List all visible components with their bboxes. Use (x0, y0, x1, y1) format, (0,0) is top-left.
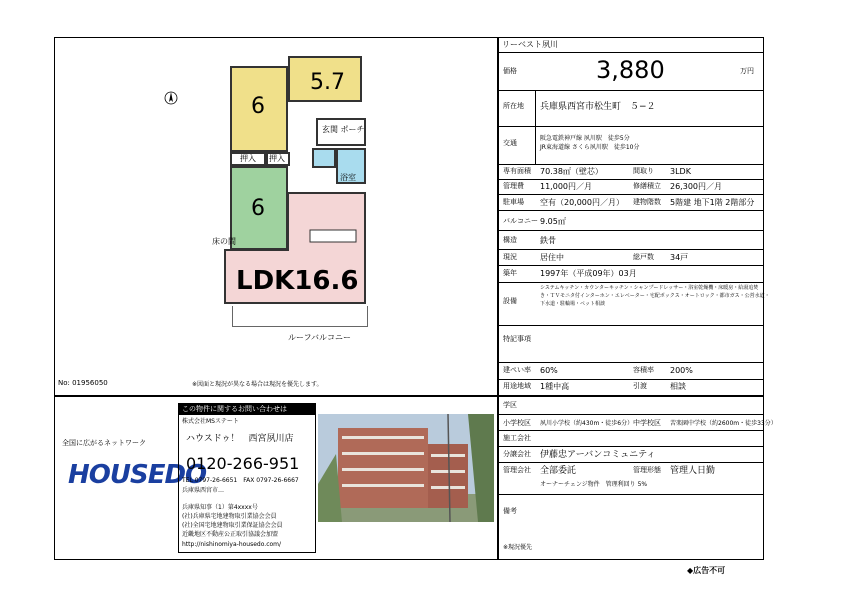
handover-label: 引渡 (633, 382, 647, 390)
layout-label: 間取り (633, 167, 654, 175)
repair-value: 26,300円／月 (670, 182, 722, 191)
school-label: 学区 (503, 401, 517, 409)
branch-name: ハウスドゥ！ 西宮夙川店 (186, 434, 294, 444)
junior-label: 中学校区 (633, 419, 661, 427)
layout-value: 3LDK (670, 167, 691, 176)
equipment-1: システムキッチン・カウンターキッチン・シャンプードレッサー・浴室乾燥機・床暖房・給湯追焚 (540, 285, 759, 291)
room-c-size: 6 (251, 196, 265, 221)
footnote: ※現況優先 (503, 544, 533, 551)
roof-balcony-label: ルーフバルコニー (288, 333, 351, 342)
washroom (312, 148, 336, 168)
developer-label: 分譲会社 (503, 450, 531, 458)
equipment-2: き・ＴＶモニタ付インターホン・エレベーター・宅配ボックス・オートロック・都市ガス・公営水道・ (540, 293, 770, 299)
transport-2: JR東海道線 さくら夙川駅 徒歩10分 (540, 144, 640, 151)
handover-value: 相談 (670, 382, 686, 391)
area-label: 専有面積 (503, 167, 531, 175)
mgmt-fee-value: 11,000円／月 (540, 182, 592, 191)
transport-1: 阪急電鉄神戸線 夙川駅 徒歩5分 (540, 135, 630, 142)
coverage-value: 60% (540, 366, 558, 375)
address-value: 兵庫県西宮市松生町 ５−２ (540, 102, 656, 112)
parking-value: 空有（20,000円／月） (540, 198, 624, 207)
coverage-label: 建ぺい率 (503, 366, 531, 374)
company-label: 株式会社MSステート (182, 418, 239, 425)
zoning-value: 1種中高 (540, 382, 570, 391)
contact-url[interactable]: http://nishinomiya-housedo.com/ (182, 541, 282, 548)
mgmt-note: オーナーチェンジ物件 管理利回り 5% (540, 481, 648, 488)
equipment-label: 設備 (503, 297, 517, 305)
area-value: 70.38㎡（壁芯） (540, 167, 603, 176)
far-label: 容積率 (633, 366, 654, 374)
transport-label: 交通 (503, 139, 517, 147)
equipment-3: 下水道・駐輪場・ペット相談 (540, 301, 606, 307)
address-label: 所在地 (503, 102, 524, 110)
ldk-size: LDK16.6 (236, 266, 359, 296)
developer-value: 伊藤忠アーバンコミュニティ (540, 450, 656, 460)
room-b-size: 5.7 (310, 70, 345, 95)
mgmt-company-label: 管理会社 (503, 466, 531, 474)
license-4: 近畿地区不動産公正取引協議会加盟 (182, 531, 279, 538)
structure-value: 鉄骨 (540, 236, 556, 245)
contact-header: この物件に関するお問い合わせは (182, 405, 287, 413)
built-value: 1997年（平成09年）03月 (540, 269, 637, 278)
parking-label: 駐車場 (503, 198, 524, 206)
floorplan-note: ※図面と現況が異なる場合は現況を優先します。 (192, 381, 323, 388)
mgmt-fee-label: 管理費 (503, 182, 524, 190)
closet-1-label: 押入 (240, 154, 256, 163)
special-label: 特記事項 (503, 335, 531, 343)
floor-label: 建物階数 (633, 198, 661, 206)
remarks-label: 備考 (503, 507, 517, 515)
ad-notice: ◆広告不可 (687, 566, 726, 575)
price-value: 3,880 (596, 56, 665, 84)
status-label: 現況 (503, 253, 517, 261)
elem-label: 小学校区 (503, 419, 531, 427)
property-name: リーベスト夙川 (502, 40, 558, 49)
room-a-size: 6 (251, 94, 265, 119)
units-value: 34戸 (670, 253, 689, 262)
balcony-value: 9.05㎡ (540, 217, 566, 226)
license-1: 兵庫県知事（1）第4xxxx号 (182, 504, 258, 511)
entrance-label: 玄関 ポーチ (322, 125, 365, 134)
junior-value: 苦楽園中学校（約2600m・徒歩33分） (670, 420, 777, 427)
far-value: 200% (670, 366, 693, 375)
balcony-label: バルコニー (503, 217, 538, 225)
property-number: No: 01956050 (58, 379, 108, 387)
mgmt-type-label: 管理形態 (633, 466, 661, 474)
contact-address: 兵庫県西宮市… (182, 487, 225, 494)
units-label: 総戸数 (633, 253, 654, 261)
license-2: (社)兵庫県宅地建物取引業協会会員 (182, 513, 277, 520)
roof-balcony (232, 306, 368, 327)
license-3: (社)全国宅地建物取引業保証協会会員 (182, 522, 283, 529)
tel-fax: TEL 0797-26-6651 FAX 0797-26-6667 (182, 477, 299, 484)
structure-label: 構造 (503, 236, 517, 244)
repair-label: 修繕積立 (633, 182, 661, 190)
closet-2-label: 押入 (269, 154, 285, 163)
building-photo (318, 414, 494, 522)
mgmt-company-value: 全部委託 (540, 466, 577, 476)
price-unit: 万円 (740, 67, 754, 75)
builder-label: 施工会社 (503, 434, 531, 442)
built-label: 築年 (503, 269, 517, 277)
elem-value: 夙川小学校（約430m・徒歩6分） (540, 420, 634, 427)
tel-number: 0120-266-951 (186, 454, 300, 473)
housedo-logo: HOUSEDO (68, 460, 207, 490)
mgmt-type-value: 管理人日勤 (670, 466, 716, 476)
compass-icon (164, 90, 178, 104)
price-label: 価格 (503, 67, 517, 75)
zoning-label: 用途地域 (503, 382, 531, 390)
status-value: 居住中 (540, 253, 564, 262)
bath-label: 浴室 (340, 173, 356, 182)
floor-value: 5階建 地下1階 2階部分 (670, 198, 755, 207)
network-text: 全国に広がるネットワーク (62, 439, 146, 447)
tokonoma-label: 床の間 (212, 237, 236, 246)
